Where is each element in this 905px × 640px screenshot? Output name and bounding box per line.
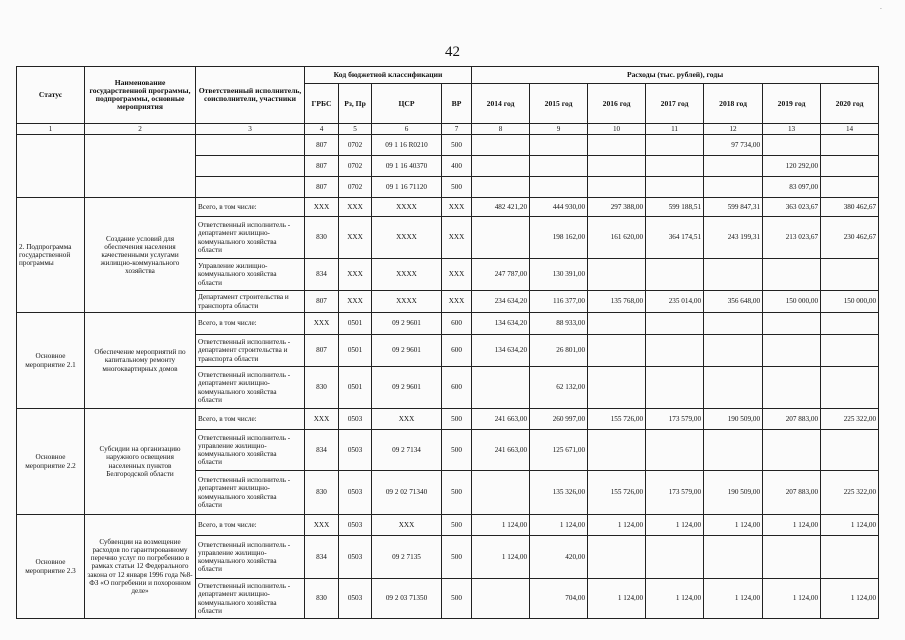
value-cell xyxy=(763,313,821,335)
header-year: 2014 год xyxy=(472,84,530,124)
value-cell xyxy=(646,313,704,335)
column-number: 1 xyxy=(17,124,85,135)
rzpr-cell: 0501 xyxy=(339,335,372,367)
value-cell: 444 930,00 xyxy=(530,198,588,217)
header-year: 2015 год xyxy=(530,84,588,124)
value-cell xyxy=(646,536,704,579)
value-cell xyxy=(704,259,763,291)
value-cell xyxy=(472,135,530,156)
value-cell: 225 322,00 xyxy=(821,471,879,515)
value-cell: 97 734,00 xyxy=(704,135,763,156)
value-cell xyxy=(646,430,704,471)
table-row xyxy=(17,198,879,217)
value-cell xyxy=(472,156,530,177)
value-cell: 150 000,00 xyxy=(821,291,879,313)
value-cell: 155 726,00 xyxy=(588,471,646,515)
name-cell: Обеспечение мероприятий по капитальному ремонту многоквартирных домов xyxy=(85,313,196,409)
vr-cell: 500 xyxy=(442,409,472,430)
value-cell xyxy=(588,135,646,156)
column-number: 11 xyxy=(646,124,704,135)
value-cell: 116 377,00 xyxy=(530,291,588,313)
value-cell xyxy=(763,367,821,409)
rzpr-cell: 0503 xyxy=(339,579,372,619)
value-cell xyxy=(821,177,879,198)
value-cell xyxy=(821,156,879,177)
executor-cell: Ответственный исполнитель - департамент жилищно-коммунального хозяйства области xyxy=(196,367,305,409)
value-cell: 1 124,00 xyxy=(530,515,588,536)
vr-cell: 500 xyxy=(442,471,472,515)
value-cell: 120 292,00 xyxy=(763,156,821,177)
table-row xyxy=(17,409,879,430)
value-cell xyxy=(588,367,646,409)
csr-cell: ХХХ xyxy=(372,515,442,536)
value-cell: 1 124,00 xyxy=(821,579,879,619)
column-number: 9 xyxy=(530,124,588,135)
csr-cell: 09 1 16 R0210 xyxy=(372,135,442,156)
value-cell: 234 634,20 xyxy=(472,291,530,313)
executor-cell xyxy=(196,177,305,198)
value-cell xyxy=(588,536,646,579)
value-cell: 1 124,00 xyxy=(821,515,879,536)
table-row xyxy=(17,313,879,335)
value-cell: 704,00 xyxy=(530,579,588,619)
rzpr-cell: ХХХ xyxy=(339,198,372,217)
vr-cell: 400 xyxy=(442,156,472,177)
value-cell xyxy=(646,177,704,198)
column-number: 2 xyxy=(85,124,196,135)
header-expenses: Расходы (тыс. рублей), годы xyxy=(472,67,879,84)
value-cell xyxy=(704,536,763,579)
vr-cell: 500 xyxy=(442,430,472,471)
rzpr-cell: 0501 xyxy=(339,313,372,335)
value-cell xyxy=(821,259,879,291)
csr-cell: 09 2 03 71350 xyxy=(372,579,442,619)
value-cell xyxy=(704,335,763,367)
grbs-cell: 830 xyxy=(305,471,339,515)
value-cell: 260 997,00 xyxy=(530,409,588,430)
value-cell: 241 663,00 xyxy=(472,409,530,430)
grbs-cell: ХХХ xyxy=(305,198,339,217)
value-cell: 599 847,31 xyxy=(704,198,763,217)
vr-cell: ХХХ xyxy=(442,198,472,217)
header-year: 2020 год xyxy=(821,84,879,124)
value-cell: 88 933,00 xyxy=(530,313,588,335)
vr-cell: 500 xyxy=(442,135,472,156)
column-number: 3 xyxy=(196,124,305,135)
value-cell: 150 000,00 xyxy=(763,291,821,313)
table-row xyxy=(17,135,879,156)
value-cell: 207 883,00 xyxy=(763,471,821,515)
csr-cell: 09 2 7135 xyxy=(372,536,442,579)
grbs-cell: 807 xyxy=(305,156,339,177)
value-cell: 190 509,00 xyxy=(704,471,763,515)
value-cell: 356 648,00 xyxy=(704,291,763,313)
grbs-cell: 830 xyxy=(305,579,339,619)
column-number: 8 xyxy=(472,124,530,135)
value-cell xyxy=(763,259,821,291)
rzpr-cell: ХХХ xyxy=(339,259,372,291)
value-cell: 134 634,20 xyxy=(472,335,530,367)
header-rzpr: Рз, Пр xyxy=(339,84,372,124)
status-cell: Основное мероприятие 2.2 xyxy=(17,409,85,515)
grbs-cell: 830 xyxy=(305,367,339,409)
csr-cell: ХХХХ xyxy=(372,259,442,291)
value-cell xyxy=(821,335,879,367)
rzpr-cell: 0503 xyxy=(339,536,372,579)
value-cell: 173 579,00 xyxy=(646,409,704,430)
value-cell: 1 124,00 xyxy=(472,536,530,579)
value-cell xyxy=(588,430,646,471)
value-cell: 134 634,20 xyxy=(472,313,530,335)
value-cell xyxy=(704,313,763,335)
budget-table xyxy=(16,66,879,619)
column-number: 5 xyxy=(339,124,372,135)
vr-cell: ХХХ xyxy=(442,217,472,259)
value-cell: 155 726,00 xyxy=(588,409,646,430)
value-cell: 161 620,00 xyxy=(588,217,646,259)
value-cell: 482 421,20 xyxy=(472,198,530,217)
value-cell: 599 188,51 xyxy=(646,198,704,217)
value-cell: 198 162,00 xyxy=(530,217,588,259)
value-cell: 213 023,67 xyxy=(763,217,821,259)
rzpr-cell: 0503 xyxy=(339,430,372,471)
rzpr-cell: ХХХ xyxy=(339,291,372,313)
value-cell xyxy=(472,579,530,619)
value-cell xyxy=(588,335,646,367)
header-year: 2017 год xyxy=(646,84,704,124)
column-number: 7 xyxy=(442,124,472,135)
vr-cell: 600 xyxy=(442,335,472,367)
grbs-cell: 807 xyxy=(305,335,339,367)
grbs-cell: 834 xyxy=(305,430,339,471)
grbs-cell: 807 xyxy=(305,291,339,313)
value-cell: 247 787,00 xyxy=(472,259,530,291)
header-year: 2018 год xyxy=(704,84,763,124)
executor-cell: Департамент строительства и транспорта области xyxy=(196,291,305,313)
value-cell: 1 124,00 xyxy=(472,515,530,536)
executor-cell: Ответственный исполнитель - департамент строительства и транспорта области xyxy=(196,335,305,367)
value-cell: 207 883,00 xyxy=(763,409,821,430)
value-cell: 225 322,00 xyxy=(821,409,879,430)
rzpr-cell: 0503 xyxy=(339,409,372,430)
value-cell: 243 199,31 xyxy=(704,217,763,259)
value-cell: 420,00 xyxy=(530,536,588,579)
value-cell: 1 124,00 xyxy=(704,579,763,619)
value-cell: 1 124,00 xyxy=(763,579,821,619)
vr-cell: ХХХ xyxy=(442,291,472,313)
column-number: 12 xyxy=(704,124,763,135)
value-cell: 363 023,67 xyxy=(763,198,821,217)
rzpr-cell: 0503 xyxy=(339,515,372,536)
value-cell xyxy=(821,313,879,335)
value-cell xyxy=(821,430,879,471)
column-number-row xyxy=(17,124,879,135)
value-cell: 380 462,67 xyxy=(821,198,879,217)
header-year: 2016 год xyxy=(588,84,646,124)
rzpr-cell: 0702 xyxy=(339,135,372,156)
executor-cell: Управление жилищно-коммунального хозяйства области xyxy=(196,259,305,291)
header-vr: ВР xyxy=(442,84,472,124)
value-cell xyxy=(821,135,879,156)
csr-cell: ХХХХ xyxy=(372,198,442,217)
status-cell: 2. Подпрограмма государственной программы xyxy=(17,198,85,313)
value-cell: 83 097,00 xyxy=(763,177,821,198)
value-cell: 125 671,00 xyxy=(530,430,588,471)
value-cell xyxy=(646,156,704,177)
value-cell: 1 124,00 xyxy=(588,515,646,536)
vr-cell: 500 xyxy=(442,536,472,579)
csr-cell: 09 2 02 71340 xyxy=(372,471,442,515)
value-cell xyxy=(588,177,646,198)
vr-cell: 500 xyxy=(442,177,472,198)
rzpr-cell: 0702 xyxy=(339,177,372,198)
csr-cell: ХХХХ xyxy=(372,291,442,313)
value-cell xyxy=(704,430,763,471)
csr-cell: 09 1 16 71120 xyxy=(372,177,442,198)
value-cell: 241 663,00 xyxy=(472,430,530,471)
value-cell xyxy=(646,335,704,367)
grbs-cell: ХХХ xyxy=(305,515,339,536)
value-cell xyxy=(472,217,530,259)
value-cell: 1 124,00 xyxy=(588,579,646,619)
value-cell xyxy=(646,367,704,409)
value-cell: 190 509,00 xyxy=(704,409,763,430)
vr-cell: 500 xyxy=(442,579,472,619)
rzpr-cell: ХХХ xyxy=(339,217,372,259)
csr-cell: 09 2 9601 xyxy=(372,335,442,367)
value-cell xyxy=(530,177,588,198)
executor-cell xyxy=(196,135,305,156)
column-number: 14 xyxy=(821,124,879,135)
value-cell xyxy=(646,259,704,291)
value-cell xyxy=(704,367,763,409)
header-executor: Ответственный исполнитель, соисполнители, участники xyxy=(196,67,305,124)
header-csr: ЦСР xyxy=(372,84,442,124)
value-cell xyxy=(530,135,588,156)
header-year: 2019 год xyxy=(763,84,821,124)
executor-cell: Ответственный исполнитель - управление жилищно-коммунального хозяйства области xyxy=(196,430,305,471)
value-cell xyxy=(763,536,821,579)
value-cell xyxy=(821,367,879,409)
vr-cell: 600 xyxy=(442,313,472,335)
name-cell xyxy=(85,135,196,198)
executor-cell xyxy=(196,156,305,177)
rzpr-cell: 0503 xyxy=(339,471,372,515)
grbs-cell: 834 xyxy=(305,259,339,291)
status-cell xyxy=(17,135,85,198)
value-cell: 1 124,00 xyxy=(763,515,821,536)
value-cell xyxy=(472,471,530,515)
grbs-cell: 807 xyxy=(305,135,339,156)
value-cell xyxy=(763,135,821,156)
executor-cell: Всего, в том числе: xyxy=(196,409,305,430)
csr-cell: 09 1 16 40370 xyxy=(372,156,442,177)
column-number: 4 xyxy=(305,124,339,135)
grbs-cell: ХХХ xyxy=(305,313,339,335)
value-cell: 62 132,00 xyxy=(530,367,588,409)
value-cell: 135 326,00 xyxy=(530,471,588,515)
rzpr-cell: 0501 xyxy=(339,367,372,409)
value-cell: 1 124,00 xyxy=(646,515,704,536)
vr-cell: 500 xyxy=(442,515,472,536)
value-cell xyxy=(472,177,530,198)
status-cell: Основное мероприятие 2.3 xyxy=(17,515,85,619)
header-status: Статус xyxy=(17,67,85,124)
value-cell xyxy=(704,177,763,198)
column-number: 13 xyxy=(763,124,821,135)
value-cell: 364 174,51 xyxy=(646,217,704,259)
value-cell xyxy=(530,156,588,177)
vr-cell: ХХХ xyxy=(442,259,472,291)
executor-cell: Ответственный исполнитель - департамент жилищно-коммунального хозяйства области xyxy=(196,217,305,259)
grbs-cell: 830 xyxy=(305,217,339,259)
grbs-cell: 807 xyxy=(305,177,339,198)
status-cell: Основное мероприятие 2.1 xyxy=(17,313,85,409)
header-grbs: ГРБС xyxy=(305,84,339,124)
value-cell xyxy=(588,156,646,177)
name-cell: Создание условий для обеспечения населения качественными услугами жилищно-коммунального хозяйства xyxy=(85,198,196,313)
name-cell: Субсидии на организацию наружного освещения населенных пунктов Белгородской области xyxy=(85,409,196,515)
executor-cell: Ответственный исполнитель - управление жилищно-коммунального хозяйства области xyxy=(196,536,305,579)
value-cell: 130 391,00 xyxy=(530,259,588,291)
page-number: 42 xyxy=(445,44,460,60)
column-number: 10 xyxy=(588,124,646,135)
csr-cell: 09 2 9601 xyxy=(372,313,442,335)
executor-cell: Всего, в том числе: xyxy=(196,313,305,335)
vr-cell: 600 xyxy=(442,367,472,409)
table-row xyxy=(17,515,879,536)
header-budget-code: Код бюджетной классификации xyxy=(305,67,472,84)
value-cell xyxy=(588,313,646,335)
executor-cell: Всего, в том числе: xyxy=(196,198,305,217)
column-number: 6 xyxy=(372,124,442,135)
csr-cell: ХХХ xyxy=(372,409,442,430)
value-cell: 297 388,00 xyxy=(588,198,646,217)
value-cell: 173 579,00 xyxy=(646,471,704,515)
value-cell: 26 801,00 xyxy=(530,335,588,367)
value-cell xyxy=(763,430,821,471)
value-cell: 230 462,67 xyxy=(821,217,879,259)
executor-cell: Ответственный исполнитель - департамент жилищно-коммунального хозяйства области xyxy=(196,579,305,619)
scan-mark: · xyxy=(880,6,882,13)
executor-cell: Ответственный исполнитель - департамент жилищно-коммунального хозяйства области xyxy=(196,471,305,515)
csr-cell: ХХХХ xyxy=(372,217,442,259)
value-cell xyxy=(646,135,704,156)
value-cell xyxy=(821,536,879,579)
csr-cell: 09 2 7134 xyxy=(372,430,442,471)
executor-cell: Всего, в том числе: xyxy=(196,515,305,536)
grbs-cell: 834 xyxy=(305,536,339,579)
value-cell: 235 014,00 xyxy=(646,291,704,313)
grbs-cell: ХХХ xyxy=(305,409,339,430)
value-cell: 135 768,00 xyxy=(588,291,646,313)
csr-cell: 09 2 9601 xyxy=(372,367,442,409)
value-cell: 1 124,00 xyxy=(646,579,704,619)
name-cell: Субвенции на возмещение расходов по гарантированному перечню услуг по погребению в рамках статьи 12 Федерального закона от 12 января 1996 года №8-ФЗ «О погребении и похоронном деле» xyxy=(85,515,196,619)
rzpr-cell: 0702 xyxy=(339,156,372,177)
value-cell xyxy=(704,156,763,177)
value-cell: 1 124,00 xyxy=(704,515,763,536)
header-name: Наименование государственной программы, подпрограммы, основные мероприятия xyxy=(85,67,196,124)
value-cell xyxy=(763,335,821,367)
value-cell xyxy=(588,259,646,291)
value-cell xyxy=(472,367,530,409)
